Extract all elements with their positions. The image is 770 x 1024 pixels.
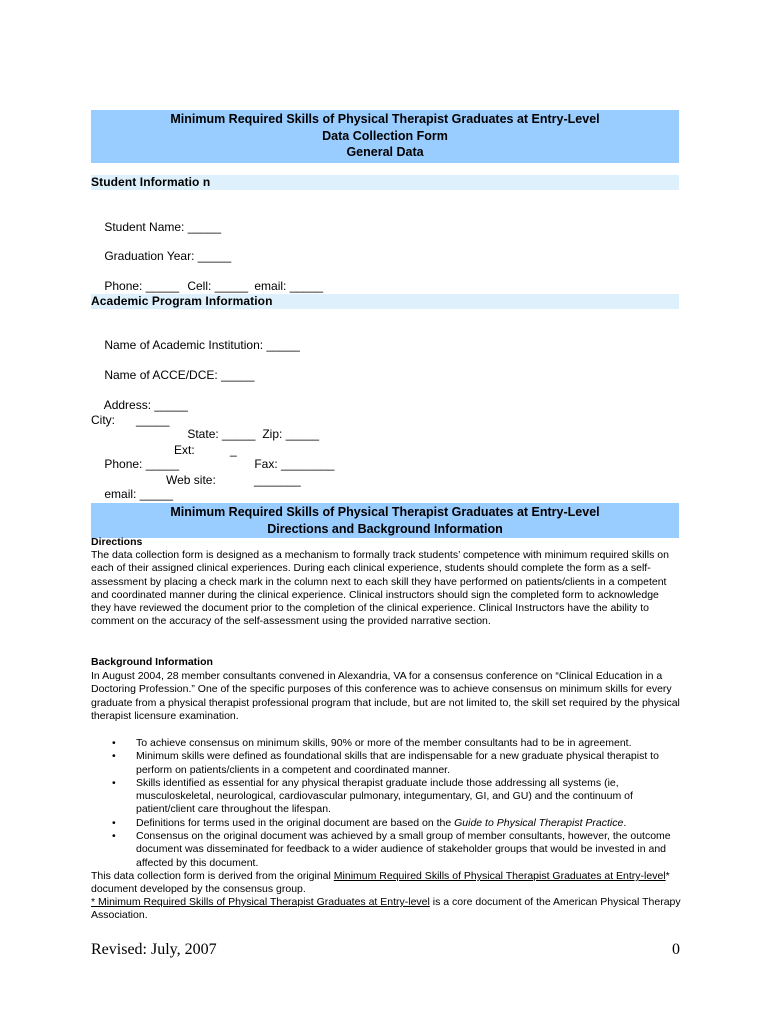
page-number: 0 [672,941,680,958]
bullet-icon: • [112,816,116,829]
student-email-value[interactable]: _____ [289,279,324,293]
form-title-line2: Data Collection Form [322,128,448,143]
fax-label: Fax: [254,457,278,471]
address-value[interactable]: _____ [154,398,188,412]
student-phone-label: Phone: [104,279,143,293]
acce-label: Name of ACCE/DCE: [104,368,218,382]
city-label: City: [91,413,115,427]
ext-value[interactable]: _ [230,443,237,457]
program-email-label: email: [104,487,137,501]
bullet-icon: • [112,737,116,749]
background-text: In August 2004, 28 member consultants convened in Alexandria, VA for a consensus conference on “Clinical Education in a Doctoring Profession.” One of the specific purposes of this conference was to achieve consensus on minimum skills for every graduate from a physical therapist professional program that include, but are not limited to, the skill set required by the physical therapist licensure examination. [91,670,680,722]
student-name-label: Student Name: [104,220,185,234]
website-value[interactable]: _______ [254,473,301,487]
city-value[interactable]: _____ [136,413,170,427]
background-bullet-list [91,737,681,870]
institution-label: Name of Academic Institution: [104,338,264,352]
address-label: Address: [103,398,152,412]
list-item: • To achieve consensus on minimum skills, 90% or more of the member consultants had to be in agreement. [112,737,632,749]
core-document-link[interactable]: * Minimum Required Skills of Physical Therapist Graduates at Entry-level [91,896,430,908]
student-cell-label: Cell: [187,279,212,293]
form-title-line3: General Data [346,145,424,159]
revised-date: Revised: July, 2007 [91,941,217,958]
state-label: State: [187,427,219,441]
program-phone-value[interactable]: _____ [145,457,180,471]
list-item: • Consensus on the original document was achieved by a small group of member consultants, however, the outcome document was disseminated for feedback to a wider audience of stakeholder groups that would be invested in and affected by this document. [112,830,671,869]
ext-label: Ext: [174,443,195,457]
original-document-link[interactable]: Minimum Required Skills of Physical Therapist Graduates at Entry-level [333,870,666,882]
directions-text: The data collection form is designed as a mechanism to formally track students’ competence with minimum required skills on each of their assigned clinical experiences. During each clinical experience, students should complete the form as a self-assessment by placing a check mark in the column next to each skill they have performed on patients/clients in a competent and coordinated manner during the clinical experience. Clinical instructors should sign the completed form to acknowledge they have reviewed the document prior to the completion of the clinical experience. Clinical Instructors have the ability to comment on the accuracy of the self-assessment using the provided narrative section. [91,549,669,628]
directions-title-box [91,503,679,538]
form-title-line1: Minimum Required Skills of Physical Therapist Graduates at Entry-Level [170,112,600,126]
directions-heading: Directions [91,536,143,548]
guide-title: Guide to Physical Therapist Practice [454,816,624,829]
derived-note: This data collection form is derived from the original Minimum Required Skills of Physical Therapist Graduates at Entry-level* document developed by the consensus group. [91,870,670,896]
program-phone-label: Phone: [104,457,143,471]
program-email-value[interactable]: _____ [139,487,174,501]
list-item: • Skills identified as essential for any physical therapist graduate include those addressing all systems (ie, musculoskeletal, neurological, cardiovascular pulmonary, integumentary, GI, and GU) and the continuum of patient/client care throughout the lifespan. [112,776,633,816]
directions-title-line1: Minimum Required Skills of Physical Therapist Graduates at Entry-Level [170,505,600,519]
fax-value[interactable]: ________ [281,457,335,471]
student-info-heading: Student Informatio n [91,175,679,190]
acce-value[interactable]: _____ [221,368,255,382]
directions-title-line2: Directions and Background Information [267,521,503,536]
list-item: • Minimum skills were defined as foundational skills that are indispensable for a new graduate physical therapist to perform on patients/clients in a competent and coordinated manner. [112,750,659,776]
zip-label: Zip: [262,427,283,441]
academic-info-heading: Academic Program Information [91,294,679,309]
website-label: Web site: [166,473,216,487]
bullet-icon: • [112,830,116,843]
list-item: • Definitions for terms used in the original document are based on the Guide to Physical Therapist Practice. [112,816,627,829]
state-value[interactable]: _____ [222,427,256,441]
graduation-year-value[interactable]: _____ [197,249,232,263]
bullet-icon: • [112,750,116,763]
form-title-box [91,110,679,163]
bullet-icon: • [112,776,116,789]
student-cell-value[interactable]: _____ [214,279,249,293]
background-heading: Background Information [91,656,213,668]
student-email-label: email: [254,279,287,293]
institution-value[interactable]: _____ [266,338,300,352]
student-name-value[interactable]: _____ [187,220,222,234]
zip-value[interactable]: _____ [285,427,320,441]
core-document-note: * Minimum Required Skills of Physical Therapist Graduates at Entry-level is a core document of the American Physical Therapy Association. [91,896,681,922]
student-phone-value[interactable]: _____ [145,279,180,293]
graduation-year-label: Graduation Year: [104,249,195,263]
